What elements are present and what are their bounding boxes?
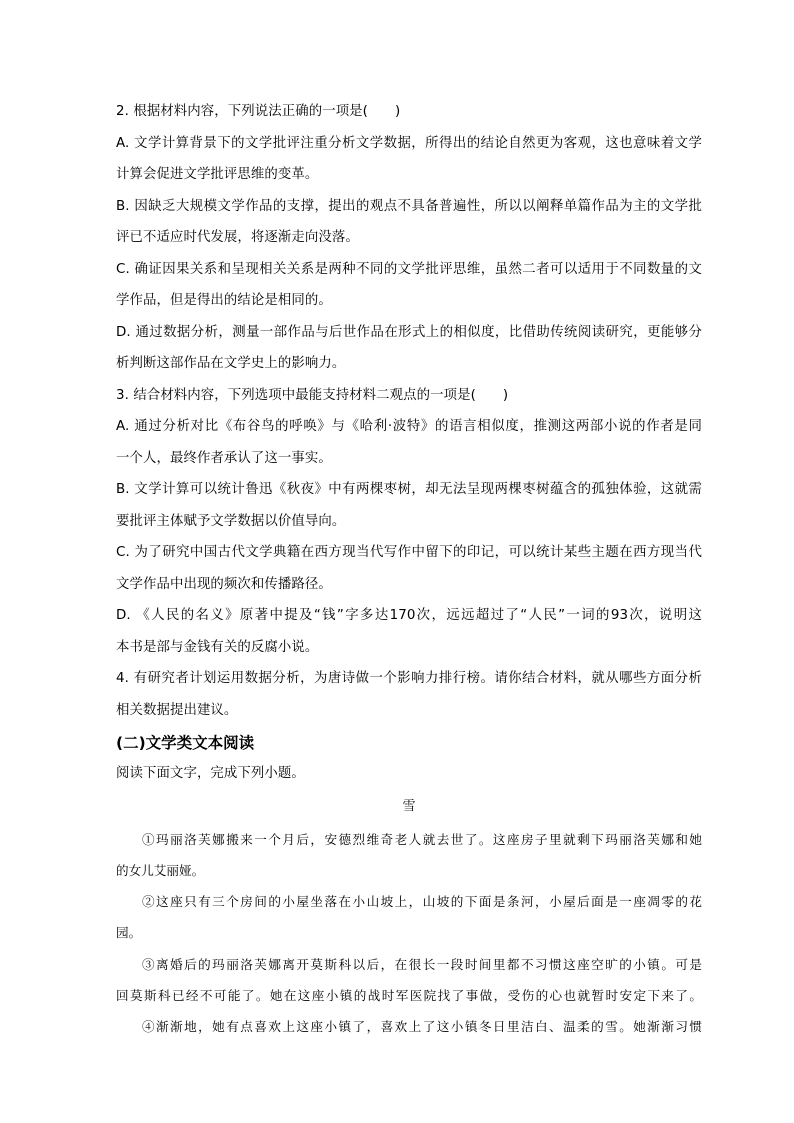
story-paragraph-1-line-2: 的女儿艾丽娅。 <box>116 862 205 878</box>
question-2-option-d-line-2: 析判断这部作品在文学史上的影响力。 <box>116 356 346 371</box>
question-2-option-d-line-1: D. 通过数据分析，测量一部作品与后世作品在形式上的相似度，比借助传统阅读研究，更能够分 <box>116 324 702 340</box>
question-2-option-c-line-1: C. 确证因果关系和呈现相关关系是两种不同的文学批评思维，虽然二者可以适用于不同数量的文 <box>116 261 702 277</box>
story-paragraph-4-line-1: ④渐渐地，她有点喜欢上这座小镇了，喜欢上了这小镇冬日里洁白、温柔的雪。她渐渐习惯 <box>142 1019 702 1035</box>
question-2-option-c-line-2: 学作品，但是得出的结论是相同的。 <box>116 293 332 308</box>
story-paragraph-2-line-2: 园。 <box>116 925 142 941</box>
document-content <box>116 96 702 1043</box>
question-4-line-1: 4. 有研究者计划运用数据分析，为唐诗做一个影响力排行榜。请你结合材料，就从哪些方面分析 <box>116 671 702 686</box>
story-paragraph-2-line-1: ②这座只有三个房间的小屋坐落在小山坡上，山坡的下面是条河，小屋后面是一座凋零的花 <box>142 894 702 910</box>
story-title: 雪 <box>402 798 416 814</box>
question-2-stem: 2. 根据材料内容，下列说法正确的一项是( ) <box>116 104 401 119</box>
question-3-stem: 3. 结合材料内容，下列选项中最能支持材料二观点的一项是( ) <box>116 387 509 403</box>
question-2-option-a-line-2: 计算会促进文学批评思维的变革。 <box>116 167 319 182</box>
question-3-option-a-line-2: 一个人，最终作者承认了这一事实。 <box>116 450 332 466</box>
question-2-option-b-line-1: B. 因缺乏大规模文学作品的支撑，提出的观点不具备普遍性，所以以阐释单篇作品为主的文学批 <box>116 198 702 214</box>
question-3-option-b-line-1: B. 文学计算可以统计鲁迅《秋夜》中有两棵枣树，却无法呈现两棵枣树蕴含的孤独体验，这就需 <box>116 482 702 497</box>
question-3-option-d-line-1: D. 《人民的名义》原著中提及“钱”字多达170次，远远超过了“人民”一词的93次，说明这 <box>116 608 702 623</box>
story-paragraph-1-line-1: ①玛丽洛芙娜搬来一个月后，安德烈维奇老人就去世了。这座房子里就剩下玛丽洛芙娜和她 <box>142 831 702 847</box>
question-3-option-a-line-1: A. 通过分析对比《布谷鸟的呼唤》与《哈利·波特》的语言相似度，推测这两部小说的作者是同 <box>116 419 702 434</box>
question-3-option-b-line-2: 要批评主体赋予文学数据以价值导向。 <box>116 513 346 529</box>
question-2-option-b-line-2: 评已不适应时代发展，将逐渐走向没落。 <box>116 230 359 245</box>
question-3-option-c-line-1: C. 为了研究中国古代文学典籍在西方现当代写作中留下的印记，可以统计某些主题在西方现当代 <box>116 545 702 560</box>
question-3-option-c-line-2: 文学作品中出现的频次和传播路径。 <box>116 576 332 592</box>
story-paragraph-3-line-2: 回莫斯科已经不可能了。她在这座小镇的战时军医院找了事做，受伤的心也就暂时安定下来了。 <box>116 987 702 1003</box>
question-3-option-d-line-2: 本书是部与金钱有关的反腐小说。 <box>116 639 319 655</box>
section-heading: (二)文学类文本阅读 <box>116 734 255 752</box>
question-4-line-2: 相关数据提出建议。 <box>116 702 238 718</box>
section-instruction: 阅读下面文字，完成下列小题。 <box>116 766 305 781</box>
question-2-option-a-line-1: A. 文学计算背景下的文学批评注重分析文学数据，所得出的结论自然更为客观，这也意味着文学 <box>116 135 702 151</box>
story-paragraph-3-line-1: ③离婚后的玛丽洛芙娜离开莫斯科以后，在很长一段时间里都不习惯这座空旷的小镇。可是 <box>142 956 702 972</box>
